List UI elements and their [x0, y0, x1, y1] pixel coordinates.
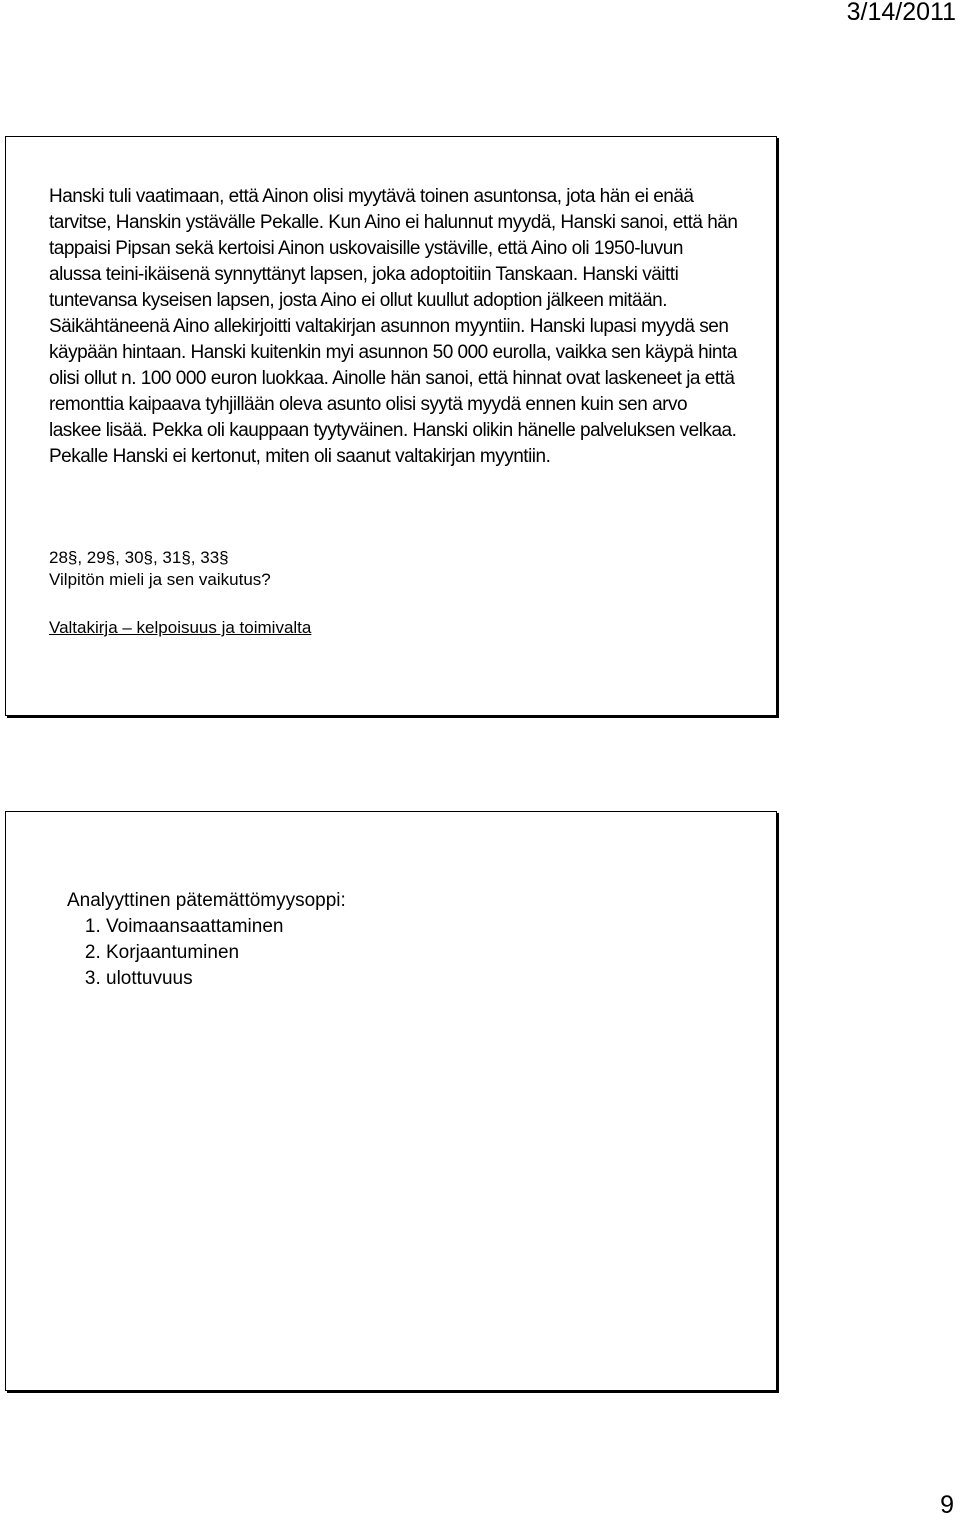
doctrine-heading: Analyyttinen pätemättömyysoppi:: [67, 890, 346, 911]
slide-2: [5, 811, 777, 1391]
case-paragraph: [49, 184, 739, 470]
question-text: Vilpitön mieli ja sen vaikutus?: [49, 570, 271, 589]
list-item: 3. ulottuvuus: [106, 966, 346, 992]
references-block: [49, 547, 271, 591]
case-text: Hanski tuli vaatimaan, että Ainon olisi myytävä toinen asuntonsa, jota hän ei enää tarvitse, Hanskin ystävälle Pekalle. Kun Aino ei halunnut myydä, Hanski sanoi, että hän tappaisi Pipsan sekä kertoisi Ainon uskovaisille ystäville, että Aino oli 1950-luvun alussa teini-ikäisenä synnyttänyt lapsen, joka adoptoitiin Tanskaan. Hanski väitti tuntevansa kyseisen lapsen, josta Aino ei ollut kuullut adoption jälkeen mitään. Säikähtäneenä Aino allekirjoitti valtakirjan asunnon myyntiin. Hanski lupasi myydä sen käypään hintaan. Hanski kuitenkin myi asunnon 50 000 eurolla, vaikka sen käypä hinta olisi ollut n. 100 000 euron luokkaa. Ainolle hän sanoi, että hinnat ovat laskeneet ja että remonttia kaipaava tyhjillään oleva asunto olisi syytä myydä ennen kuin sen arvo laskee lisää. Pekka oli kauppaan tyytyväinen. Hanski olikin hänelle palveluksen velkaa. Pekalle Hanski ei kertonut, miten oli saanut valtakirjan myyntiin.: [49, 186, 738, 467]
page-date: 3/14/2011: [846, 0, 956, 26]
list-item: 1. Voimaansaattaminen: [106, 914, 346, 940]
doctrine-list: [67, 914, 346, 992]
list-item: 2. Korjaantuminen: [106, 940, 346, 966]
doctrine-block: [67, 888, 346, 992]
page-number: 9: [940, 1491, 954, 1519]
topic-heading: Valtakirja – kelpoisuus ja toimivalta: [49, 618, 312, 637]
slide-1: [5, 136, 777, 716]
section-references: 28§, 29§, 30§, 31§, 33§: [49, 548, 229, 567]
